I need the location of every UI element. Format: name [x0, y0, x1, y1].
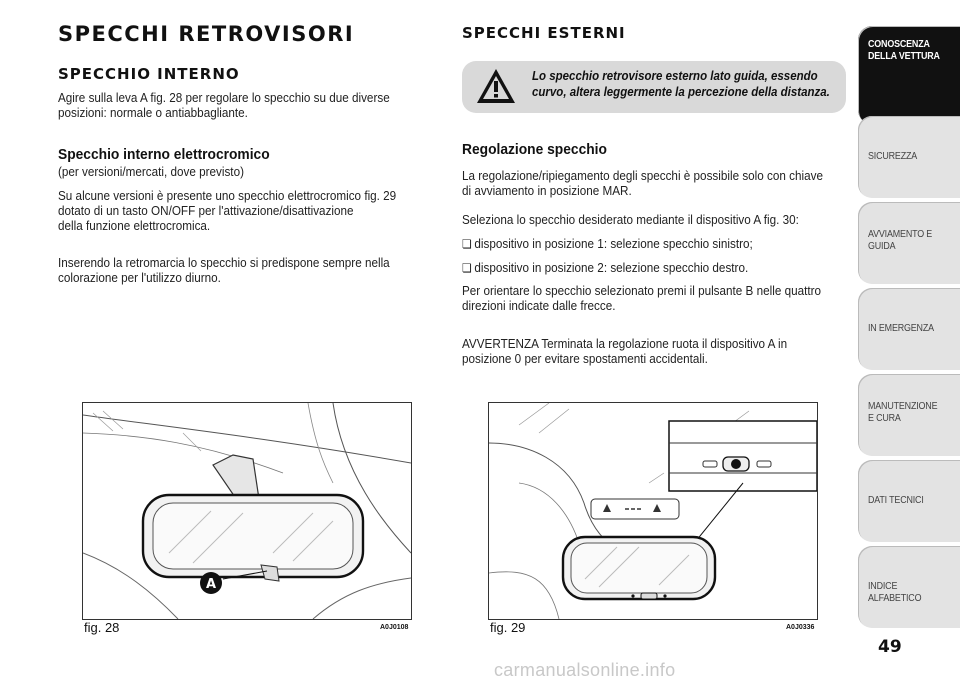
tab-label: SICUREZZA — [868, 150, 918, 162]
paragraph — [462, 168, 863, 198]
text-line: La regolazione/ripiegamento degli specchi è possibile solo con chiave — [462, 168, 823, 183]
subsection-heading: Specchio interno elettrocromico — [58, 146, 270, 163]
rear-view-mirror-drawing — [83, 403, 411, 619]
paragraph: Seleziona lo specchio desiderato mediante il dispositivo A fig. 30: — [462, 212, 799, 227]
text-line: colorazione per l'utilizzo diurno. — [58, 270, 221, 285]
list-item: ❏ dispositivo in posizione 2: selezione specchio destro. — [462, 260, 748, 276]
list-item: ❏ dispositivo in posizione 1: selezione specchio sinistro; — [462, 236, 753, 252]
subsection-title: SPECCHIO INTERNO — [58, 65, 240, 83]
section-title: SPECCHI ESTERNI — [462, 24, 626, 42]
tab-label: AVVIAMENTO E GUIDA — [868, 228, 933, 252]
tab-indice-alfabetico[interactable] — [858, 546, 960, 628]
text-line: posizione 0 per evitare spostamenti accidentali. — [462, 351, 708, 366]
watermark: carmanualsonline.info — [494, 660, 676, 680]
subsection-heading: Regolazione specchio — [462, 141, 607, 158]
paragraph — [58, 188, 434, 233]
figure-code: A0J0108 — [380, 624, 409, 631]
paragraph — [462, 283, 861, 313]
paragraph — [462, 336, 823, 366]
tab-label: DATI TECNICI — [868, 494, 924, 506]
figure-29-illustration — [488, 402, 818, 620]
tab-avviamento-e-guida[interactable] — [858, 202, 960, 284]
tab-sicurezza[interactable] — [858, 116, 960, 198]
tab-conoscenza-della-vettura[interactable] — [858, 26, 960, 124]
text-line: direzioni indicate dalle frecce. — [462, 298, 616, 313]
warning-triangle-icon — [474, 66, 518, 106]
text-line: Inserendo la retromarcia lo specchio si predispone sempre nella — [58, 255, 390, 270]
paragraph — [58, 255, 427, 285]
text-line: Lo specchio retrovisore esterno lato guida, essendo — [532, 69, 818, 83]
tab-in-emergenza[interactable] — [858, 288, 960, 370]
figure-28-illustration — [82, 402, 412, 620]
text-line: curvo, altera leggermente la percezione della distanza. — [532, 85, 830, 99]
text-line: Su alcune versioni è presente uno specchio elettrocromico fig. 29 — [58, 188, 397, 203]
paragraph — [58, 90, 427, 120]
tab-manutenzione-e-cura[interactable] — [858, 374, 960, 456]
text-line: della funzione elettrocromica. — [58, 218, 211, 233]
section-title: SPECCHI RETROVISORI — [58, 22, 355, 46]
text-line: AVVERTENZA Terminata la regolazione ruota il dispositivo A in — [462, 336, 788, 351]
page-number: 49 — [878, 637, 902, 657]
text-line: Agire sulla leva A fig. 28 per regolare lo specchio su due diverse — [58, 90, 390, 105]
power-button-icon — [731, 459, 741, 469]
tab-label: CONOSCENZA DELLA VETTURA — [868, 38, 940, 62]
electrochromic-mirror-drawing — [489, 403, 817, 619]
tab-label: INDICE ALFABETICO — [868, 580, 922, 604]
callout-a-label: A — [205, 577, 217, 592]
text-line: Per orientare lo specchio selezionato premi il pulsante B nelle quattro — [462, 283, 822, 298]
text-line: posizioni: normale o antiabbagliante. — [58, 105, 248, 120]
note-text: (per versioni/mercati, dove previsto) — [58, 164, 244, 179]
tab-label: MANUTENZIONE E CURA — [868, 400, 938, 424]
text-line: dotato di un tasto ON/OFF per l'attivazione/disattivazione — [58, 203, 354, 218]
figure-code: A0J0336 — [786, 624, 815, 631]
figure-caption: fig. 28 — [84, 620, 120, 635]
text-line: di avviamento in posizione MAR. — [462, 183, 632, 198]
tab-label: IN EMERGENZA — [868, 322, 934, 334]
tab-dati-tecnici[interactable] — [858, 460, 960, 542]
warning-text — [532, 68, 836, 100]
figure-caption: fig. 29 — [490, 620, 526, 635]
